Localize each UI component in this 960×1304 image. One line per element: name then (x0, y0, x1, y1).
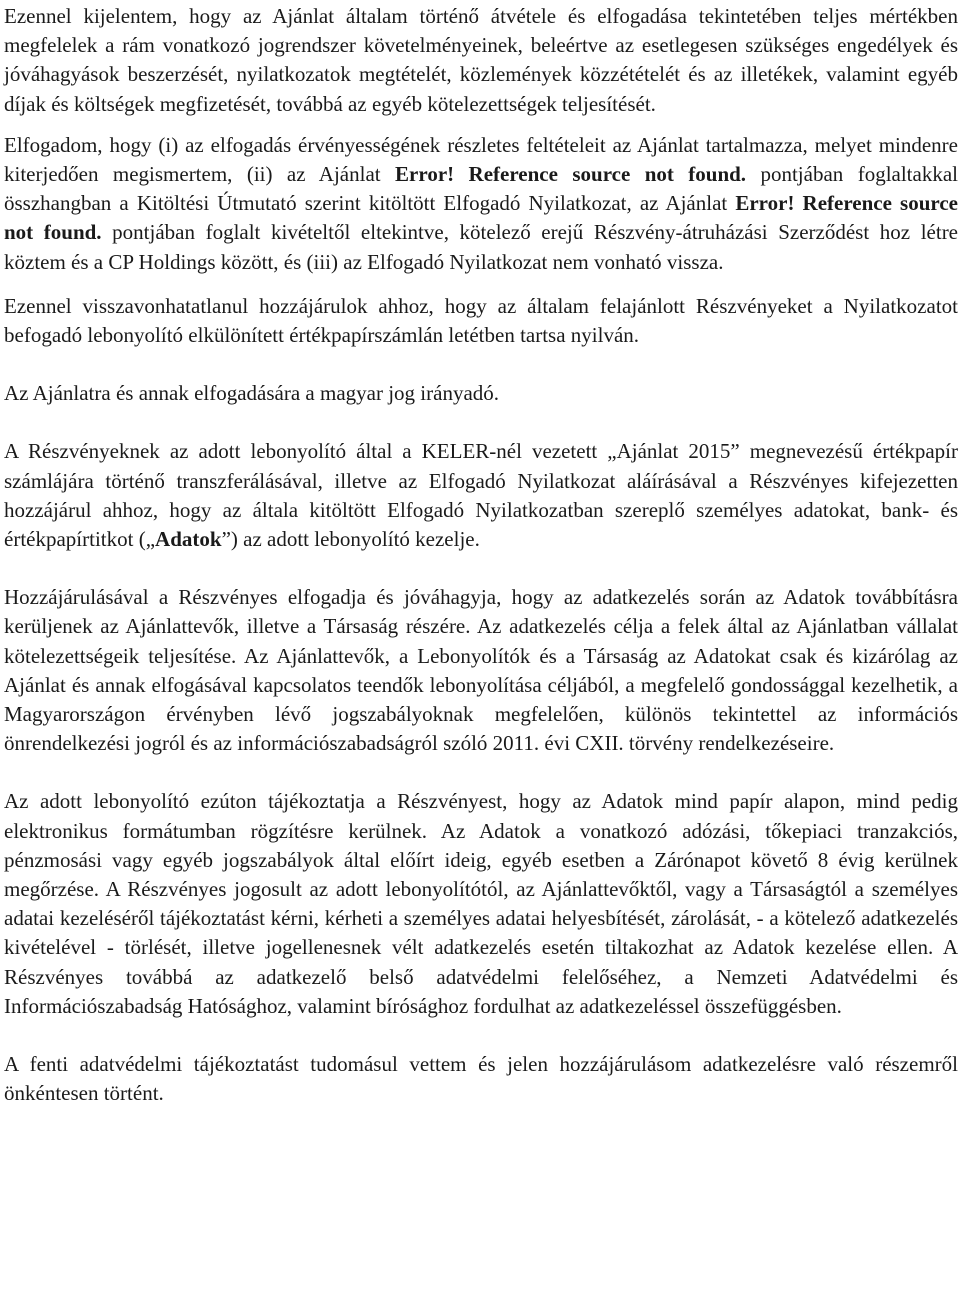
acceptance-text-part-3: pontjában foglalt kivételtől eltekintve, kötelező erejű Részvény-átruházási Szerződést hoz létre köztem és a CP Holdings között, és (iii) az Elfogadó Nyilatkozat nem vonható vissza. (4, 220, 959, 274)
paragraph-governing-law: Az Ajánlatra és annak elfogadására a magyar jog irányadó. (4, 381, 500, 406)
paragraph-irrevocable-consent: Ezennel visszavonhatatlanul hozzájárulok ahhoz, hogy az általam felajánlott Részvényeket a Nyilatkozatot befogadó lebonyolító elkülönített értékpapírszámlán letétben tartsa nyilván. (4, 293, 958, 348)
paragraph-acknowledgement: A fenti adatvédelmi tájékoztatást tudomásul vettem és jelen hozzájárulásom adatkezelésre való részemről önkéntesen történt. (4, 1052, 958, 1106)
data-term-bold: Adatok (155, 527, 222, 552)
paragraph-data-transfer: Hozzájárulásával a Részvényes elfogadja és jóváhagyja, hogy az adatkezelés során az Adatok továbbításra kerüljenek az Ajánlattevők, illetve a Társaság részére. Az adatkezelés célja a felek által az Ajánlatban vállalat kötelezettségeik teljesítése. Az Ajánlattevők, a Lebonyolítók és a Társaság az Adatokat csak és kizárólag az Ajánlat és annak elfogásával kapcsolatos teendők lebonyolítása céljából, a megfelelő gondossággal kezelhetik, a Magyarországon érvényben lévő jogszabályoknak megfelelően, különös tekintettel az információs önrendelkezési jogról és az információszabadságról szóló 2011. évi CXII. törvény rendelkezéseire. (4, 585, 958, 756)
document-page (4, 2, 958, 1109)
reference-error-1: Error! Reference source not found. (395, 162, 747, 187)
data-consent-part-1: A Részvényeknek az adott lebonyolító által a KELER-nél vezetett „Ajánlat 2015” megnevezésű értékpapír számlájára történő transzferálásával, illetve az Elfogadó Nyilatkozat aláírásával a Részvényes kifejezetten hozzájárul ahhoz, hogy az általa kitöltött Elfogadó Nyilatkozatban szereplő személyes adatokat, bank- és értékpapírtitkot („ (4, 439, 958, 552)
acceptance-text-part-1: Elfogadom, hogy (i) az elfogadás érvényességének részletes feltételeit az Ajánlat tartalmazza, melyet mindenre kiterjedően megismertem, (ii) az Ajánlat (4, 132, 958, 187)
reference-error-2: Error! Reference source not found. (4, 191, 958, 245)
acceptance-text-part-2: pontjában foglaltakkal összhangban a Kitöltési Útmutató szerint kitöltött Elfogadó Nyilatkozat, az Ajánlat (4, 162, 958, 216)
paragraph-compliance-declaration: Ezennel kijelentem, hogy az Ajánlat általam történő átvétele és elfogadása tekintetében teljes mértékben megfelelek a rám vonatkozó jogrendszer követelményeinek, beleértve az esetlegesen szükséges engedélyek és jóváhagyások beszerzését, nyilatkozatok megtételét, közlemények közzétételét és az illetékek, valamint egyéb díjak és költségek megfizetését, továbbá az egyéb kötelezettségek teljesítését. (4, 4, 958, 116)
paragraph-acceptance-terms (4, 131, 958, 277)
paragraph-data-storage-rights: Az adott lebonyolító ezúton tájékoztatja a Részvényest, hogy az Adatok mind papír alapon, mind pedig elektronikus formátumban rögzítésre kerülnek. Az Adatok a vonatkozó adózási, tőkepiaci tranzakciós, pénzmosási vagy egyéb jogszabályok által előírt ideig, egyéb esetben a Zárónapot követő 8 évig kerülnek megőrzése. A Részvényes jogosult az adott lebonyolítótól, az Ajánlattevőktől, vagy a Társaságtól a személyes adatai kezeléséről tájékoztatást kérni, kérheti a személyes adatai helyesbítését, zárolását, - a kötelező adatkezelés kivételével - törlését, illetve jogellenesnek vélt adatkezelés esetén tiltakozhat az Adatok kezelése ellen. A Részvényes továbbá az adatkezelő belső adatvédelmi felelőséhez, a Nemzeti Adatvédelmi és Információszabadság Hatósághoz, valamint bírósághoz fordulhat az adatkezeléssel összefüggésben. (4, 789, 958, 1018)
data-consent-part-2: ”) az adott lebonyolító kezelje. (221, 527, 480, 552)
paragraph-data-consent (4, 437, 958, 554)
